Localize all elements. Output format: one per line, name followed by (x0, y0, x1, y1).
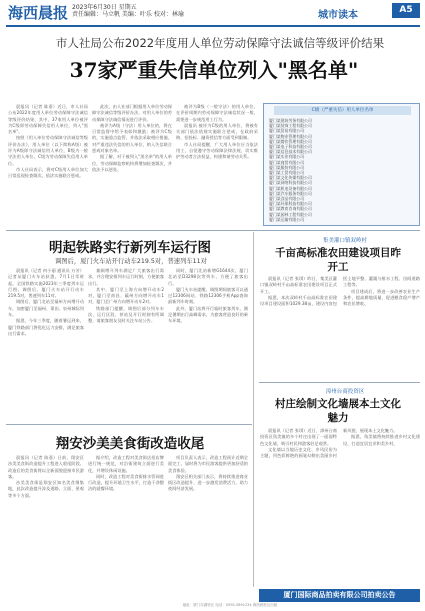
paragraph: 据悉，今年三季度，随着暑运到来，厦门铁路部门将优化运力安排，满足旅客出行需求。 (8, 318, 84, 336)
section-divider (6, 424, 252, 425)
lead-column-2 (92, 104, 172, 226)
list-item: 厦门某装饰工程有限公司 (269, 123, 312, 129)
paragraph: 翔安区相关部门表示，将持续推进商业街区改造提升，进一步激发消费活力，助力夜间经济发展。 (168, 473, 248, 492)
paragraph: 铁路部门提醒，调图后部分列车车次、运行区段、停站及开行时刻有所调整，请旅客朋友及时关注车站公告。 (88, 305, 164, 324)
rail-column-1 (8, 268, 84, 418)
paragraph: 晨报讯（记者 陈嘉）近日，市人社局公布2022年度用人单位劳动保障守法诚信等级评价结果，其中，37家用人单位被评为C级即劳动保障失信用人单位，列入"黑名单"。 (8, 104, 88, 135)
list-item: 厦门某实业有限公司 (269, 154, 305, 160)
editor-credits: 责任编辑：马立帆 美编：叶乐 校对：林瑜 (72, 11, 184, 18)
lead-column-1 (8, 104, 88, 226)
village-headline: 村庄绘制文化墙展本土文化魅力 (275, 398, 401, 424)
blacklist-list (269, 118, 416, 222)
section-divider (6, 230, 420, 231)
list-item: 厦门某文化传媒有限公司 (269, 175, 312, 181)
paragraph: 厦门火车站提醒，调图期间旅客可以通过12306网站、铁路12306手机App查询最新列车时刻。 (168, 286, 248, 305)
list-item: 厦门某机电设备有限公司 (269, 185, 312, 191)
farm-kicker: 集美灌口镇双岭村 (322, 238, 367, 244)
auction-banner: 厦门国际商品拍卖有限公司拍卖公告 (259, 589, 420, 602)
list-item: 厦门某餐饮管理有限公司 (269, 138, 312, 144)
list-item: 厦门某信息技术有限公司 (269, 149, 312, 155)
paragraph: 晨报讯（记者 张琪）近日，漳州台商投资区角美镇的多个村庄出现了一面面特色文化墙，吸引村民和游客驻足观赏。 (260, 428, 337, 446)
village-body (260, 428, 420, 586)
list-item: 厦门某食品有限公司 (269, 196, 305, 202)
paragraph: 项目负责人表示，改造工程预计近期全面完工，届时将为市民游客提供更加舒适的美食体验。 (168, 455, 248, 473)
food-headline: 翔安沙美美食街改造收尾 (55, 436, 205, 452)
masthead-rule (6, 25, 420, 27)
paragraph: 被评为A级（守法）用人单位的，将在日常监督中给予表彰和激励；被评为C级的，实施重点监管，并依法采取相应措施，对严重违法失信的用人单位，纳入失信联合惩戒对象名单。 (92, 122, 172, 154)
list-item: 厦门某园林工程有限公司 (269, 211, 312, 217)
rail-column-3 (168, 268, 248, 418)
rail-subhead: 调图后，厦门火车站开行动车219.5对，普速列车11对 (55, 258, 207, 265)
paragraph: 据了解，对于被列入"黑名单"的用人单位，劳动保障监察机构将增加检查频次，并依法予以惩处。 (92, 154, 172, 172)
list-item: 厦门某教育咨询有限公司 (269, 206, 312, 212)
paragraph: 晨报讯（记者 张琪）昨日，集美区灌口镇双岭村千亩高标准农田建设项目正式开工。 (260, 276, 337, 294)
list-item: 厦门某电子科技有限公司 (269, 144, 312, 150)
paragraph: 据悉，本次双岭村千亩高标准农田建设项目建设面积1029.38亩，建设内容包括土地平整、灌溉与排水工程、田间道路工程等。 (260, 276, 420, 307)
paragraph: 据悉，角美镇将持续推进乡村文化建设，打造宜居宜业和美乡村。 (343, 434, 420, 446)
food-column-1 (8, 455, 84, 585)
farm-body (260, 276, 420, 376)
lead-headline: 37家严重失信单位列入"黑名单" (69, 58, 359, 82)
paragraph: 晨报讯（记者 何小丽 通讯员 万芳）记者从厦门火车站获悉，7月1日零时起，全国铁路实施2023年三季度列车运行图。调图后，厦门火车站开行动车219.5对，普速列车11对。 (8, 268, 84, 299)
paragraph: 市人社局表示，将对C级用人单位加大日常巡视检查频次，依法实施联合惩戒。 (8, 166, 88, 179)
blacklist-title: C级（严重失信）用人单位名单 (274, 106, 411, 115)
paragraph: 市人社局提醒，广大用人单位应当依法用工，自觉遵守劳动保障法律法规，切实维护劳动者合法权益，构建和谐劳动关系。 (176, 141, 258, 160)
food-column-3 (168, 455, 248, 585)
paragraph: 被评为B级（一般守法）的用人单位，在评价周期内劳动保障守法诚信状况一般，需要进一步规范用工行为。 (176, 104, 258, 122)
section-name: 城市读本 (318, 10, 358, 21)
list-item: 厦门某工贸有限公司 (269, 170, 305, 176)
list-item: 厦门某网络科技有限公司 (269, 180, 312, 186)
issue-date: 2023年6月30日 星期五 (72, 4, 137, 11)
paragraph: 兼顾增开列车满足广大旅客出行需求，并合理安排列车运行时刻，方便旅客出行。 (88, 268, 164, 286)
farm-headline: 千亩高标准农田建设项目昨开工 (275, 247, 401, 273)
rail-column-2 (88, 268, 164, 418)
paragraph: 沙美美食街是翔安区知名美食聚集地，此次改造提升涉及道路、立面、景观等多个方面。 (8, 480, 84, 498)
paragraph: 调图后，厦门北站至福州方向增开动车，加密厦门至福州、莆田、泉州城际列车。 (8, 299, 84, 318)
list-item: 厦门某汽车服务有限公司 (269, 190, 312, 196)
paragraph: 晨报讯（记者 陈嘉）日前，翔安区沙美美食街改造提升工程进入收尾阶段。改造后的美食街将以全新面貌迎接市民游客。 (8, 455, 84, 479)
rail-headline: 明起铁路实行新列车运行图 (49, 240, 211, 256)
paragraph: 项目建成后，将进一步改善农业生产条件，提高耕地质量，促进粮食稳产增产和农民增收。 (343, 288, 420, 307)
section-divider (259, 382, 420, 383)
paragraph: 同时，改造工程对美食街排水管网进行改造，提升环境卫生水平，打造干净整洁的就餐环境。 (88, 473, 164, 492)
list-item: 厦门某商贸有限公司 (269, 159, 305, 165)
paragraph: 同时，厦门北站新增G1644次、厦门北站至D3298次等列车，方便了旅客出行。 (168, 268, 248, 286)
column-divider (253, 232, 254, 587)
list-item: 厦门某贸易有限公司 (269, 128, 305, 134)
list-item: 厦门某建筑劳务有限公司 (269, 118, 312, 123)
paragraph: 其中，厦门至上海方向增开动车2对，厦门至南昌、赣州方向增开动车1对，厦门至广州方向增开动车2对。 (88, 286, 164, 305)
village-kicker: 漳州台商投资区 (325, 389, 365, 395)
paragraph: 此次，由人社部门根据用人单位劳动保障守法诚信等级评价办法，对用人单位的劳动保障守法诚信情况进行评价。 (92, 104, 172, 122)
page-footer: 地址：厦门市湖里区 电话：0592-5891234 海西晨报社出版 (182, 603, 278, 607)
newspaper-logo: 海西晨报 (8, 4, 69, 22)
paragraph: 据介绍，改造工程对美食街店招店牌进行统一规范，对沿街建筑立面进行美化，并增设休闲设施。 (88, 455, 164, 473)
list-item: 厦门某运输有限公司 (269, 216, 305, 222)
list-item: 厦门某环保科技有限公司 (269, 201, 312, 207)
paragraph: 按照《用人单位劳动保障守法诚信等级评价办法》，用人单位（以下简称A级）被评为A级即守法诚信用人单位，B级为一般守法用人单位，C级为劳动保障失信用人单位。 (8, 135, 88, 166)
food-column-2 (88, 455, 164, 585)
lead-kicker: 市人社局公布2022年度用人单位劳动保障守法诚信等级评价结果 (55, 36, 385, 50)
list-item: 厦门某服装有限公司 (269, 164, 305, 170)
paragraph: 文化墙以当地历史文化、乡风民俗为主题，用色彩鲜艳的画笔勾勒出美丽乡村新风貌，展现本土文化魅力。 (260, 428, 398, 459)
list-item: 厦门某物业管理有限公司 (269, 133, 312, 139)
blacklist-sidebox (263, 103, 420, 226)
dateline (72, 4, 184, 18)
lead-column-3 (176, 104, 258, 226)
paragraph: 此外，厦门站将开行临时旅客列车，满足暑期出行高峰需求，为旅客营造良好的乘车环境。 (168, 305, 248, 324)
page-number: A5 (392, 3, 420, 18)
paragraph: 晨报讯 被评为C级的用人单位，将被有关部门依法依规实施联合惩戒，在政府采购、招投标、融资授信等方面受到限制。 (176, 122, 258, 141)
